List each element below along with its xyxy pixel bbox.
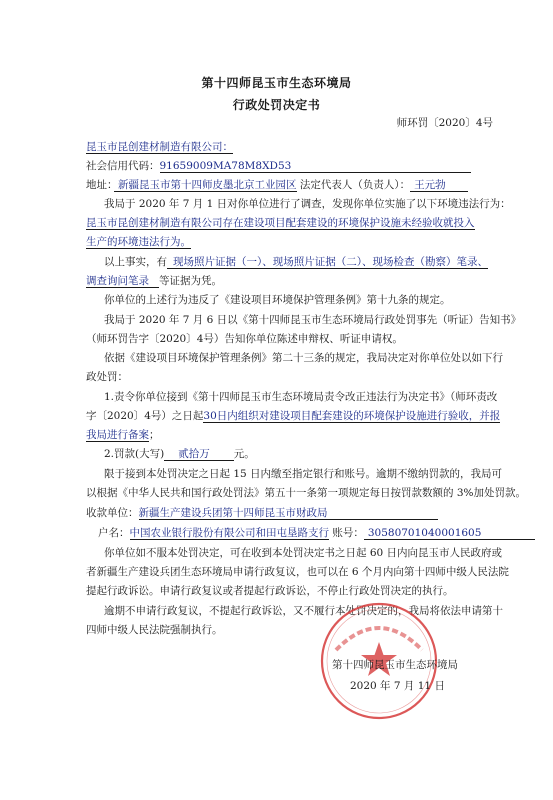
payee-line xyxy=(86,505,438,520)
credit-code-label: 社会信用代码： xyxy=(86,160,160,172)
payment-deadline-line-2: 以根据《中华人民共和国行政处罚法》第五十一条第一项规定每日按罚款数额的 3%加处罚款。 xyxy=(86,487,526,499)
payment-deadline-line-1: 限于接到本处罚决定之日起 15 日内缴至指定银行和账号。逾期不缴纳罚款的，我局可 xyxy=(104,468,503,480)
penalty-item-1-line-1: 1.责令你单位接到《第十四师昆玉市生态环境局责令改正违法行为决定书》（师环责改 xyxy=(104,391,498,403)
address: 新疆昆玉市第十四师皮墨北京工业园区 xyxy=(114,179,297,192)
account-number-label: 账号： xyxy=(332,527,364,539)
party-company: 昆玉市昆创建材制造有限公司： xyxy=(86,141,233,153)
investigation-paragraph: 我局于 2020 年 7 月 1 日对你单位进行了调查，发现你单位实施了以下环境违法行为： xyxy=(104,198,511,210)
issuing-authority-title: 第十四师昆玉市生态环境局 xyxy=(201,76,352,90)
rectification-requirement: 30日内组织对建设项目配套建设的环境保护设施进行验收，并报 xyxy=(203,410,501,422)
violated-regulation-paragraph: 你单位的上述行为违反了《建设项目环境保护管理条例》第十九条的规定。 xyxy=(104,294,451,306)
account-number: 30580701040001605 xyxy=(364,527,536,540)
issuer-signature: 第十四师昆玉市生态环境局 xyxy=(332,659,458,671)
remedy-line-1: 你单位如不服本处罚决定，可在收到本处罚决定书之日起 60 日内向昆玉市人民政府或 xyxy=(104,547,503,559)
violation-line-1: 昆玉市昆创建材制造有限公司存在建设项目配套建设的环境保护设施未经验收就投入 xyxy=(86,217,475,229)
fine-amount: 贰拾万 xyxy=(164,448,234,461)
credit-code: 91659009MA78M8XD53 xyxy=(160,160,472,173)
legal-basis-line-2: 政处罚： xyxy=(86,371,128,383)
credit-code-line xyxy=(86,158,471,173)
prior-notice-line-1: 我局于 2020 年 7 月 6 日以《第十四师昆玉市生态环境局行政处罚事先（听证）告知书》 xyxy=(104,314,522,326)
legal-basis-line-1: 依据《建设项目环境保护管理条例》第二十三条的规定，我局决定对你单位处以如下行 xyxy=(104,352,503,364)
penalty-item-1-line-3: 我局进行备案； xyxy=(86,429,160,441)
address-label: 地址： xyxy=(86,179,118,191)
payee: 新疆生产建设兵团第十四师昆玉市财政局 xyxy=(139,507,438,520)
remedy-line-3: 提起行政诉讼。申请行政复议或者提起行政诉讼，不停止行政处罚决定的执行。 xyxy=(86,585,454,597)
legal-rep-label: 法定代表人（负责人）： xyxy=(299,179,411,191)
violation-line-2: 生产的环境违法行为。 xyxy=(86,236,191,248)
account-name-label: 户名： xyxy=(98,527,130,539)
party-company-line xyxy=(86,139,233,154)
document-number: 师环罚〔2020〕4号 xyxy=(396,117,493,129)
evidence-line-1: 以上事实，有 现场照片证据（一）、现场照片证据（二）、现场检查（勘察）笔录、 xyxy=(104,256,488,268)
evidence-line-2: 调查询问笔录 等证据为凭。 xyxy=(86,275,222,287)
enforcement-line-2: 四师中级人民法院强制执行。 xyxy=(86,624,223,636)
remedy-line-2: 者新疆生产建设兵团生态环境局申请行政复议，也可以在 6 个月内向第十四师中级人民法院 xyxy=(86,566,509,578)
bank-account-line xyxy=(86,525,535,540)
bank-name: 中国农业银行股份有限公司和田屯垦路支行 xyxy=(129,527,329,539)
payee-label: 收款单位： xyxy=(86,507,139,519)
enforcement-line-1: 逾期不申请行政复议，不提起行政诉讼，又不履行本处罚决定的，我局将依法申请第十 xyxy=(104,605,503,617)
penalty-item-1-line-2: 字〔2020〕4号）之日起30日内组织对建设项目配套建设的环境保护设施进行验收，并报 xyxy=(86,410,501,422)
evidence-list: 现场照片证据（一）、现场照片证据（二）、现场检查（勘察）笔录、 xyxy=(167,256,488,269)
penalty-item-2-fine: 2.罚款(大写) 贰拾万 元。 xyxy=(104,448,255,460)
address-line xyxy=(86,177,468,192)
legal-rep-name: 王元勃 xyxy=(410,179,468,192)
prior-notice-line-2: （师环罚告字〔2020〕4号）告知你单位陈述申辩权、听证申请权。 xyxy=(86,333,403,345)
issue-date: 2020 年 7 月 11 日 xyxy=(350,680,445,692)
document-title: 行政处罚决定书 xyxy=(232,98,321,112)
